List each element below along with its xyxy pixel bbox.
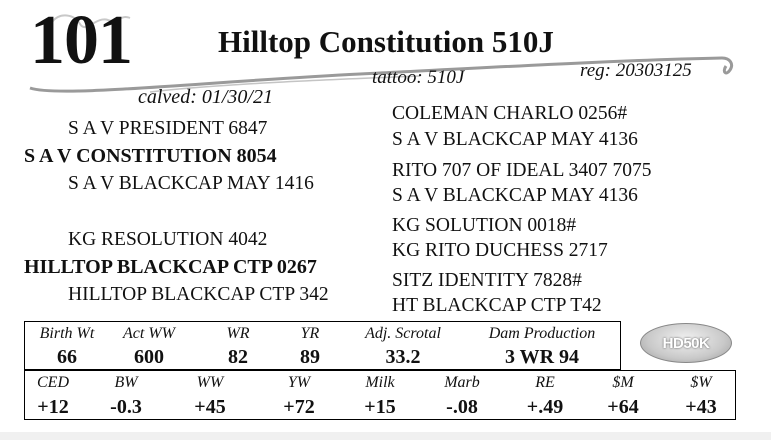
pedigree-right-item: COLEMAN CHARLO 0256# [392, 103, 628, 124]
performance-value: 3 WR 94 [504, 346, 580, 368]
performance-value: 600 [134, 346, 164, 368]
performance-header: Adj. Scrotal [365, 325, 441, 342]
pedigree-right-item: S A V BLACKCAP MAY 4136 [392, 185, 638, 206]
epd-value: +.49 [526, 396, 564, 418]
epd-value: +45 [194, 396, 226, 418]
epd-header: Marb [444, 374, 480, 391]
epd-value: -.08 [446, 396, 478, 418]
calved-date: calved: 01/30/21 [138, 86, 273, 108]
pedigree-right-item: KG RITO DUCHESS 2717 [392, 240, 608, 261]
performance-header: Act WW [123, 325, 175, 342]
epd-header: Milk [365, 374, 395, 391]
performance-header: WR [226, 325, 250, 342]
performance-header: YR [300, 325, 320, 342]
epd-header: RE [535, 374, 555, 391]
performance-value: 66 [57, 346, 77, 368]
performance-header: Birth Wt [39, 325, 95, 342]
registration-number: reg: 20303125 [580, 60, 692, 81]
epd-value: +64 [607, 396, 639, 418]
epd-table [24, 370, 736, 420]
performance-header: Dam Production [488, 325, 596, 342]
performance-value: 33.2 [385, 346, 421, 368]
pedigree-right-item: SITZ IDENTITY 7828# [392, 270, 582, 291]
dam-dam: HILLTOP BLACKCAP CTP 342 [68, 284, 329, 305]
performance-table [24, 321, 621, 370]
sire-dam: S A V BLACKCAP MAY 1416 [68, 173, 314, 194]
epd-header: $M [612, 374, 634, 391]
epd-header: CED [37, 374, 69, 391]
bottom-strip [0, 432, 771, 440]
sire-sire: S A V PRESIDENT 6847 [68, 118, 268, 139]
epd-value: -0.3 [110, 396, 142, 418]
epd-value: +15 [364, 396, 396, 418]
pedigree-right-item: HT BLACKCAP CTP T42 [392, 295, 602, 316]
epd-header: YW [287, 374, 311, 391]
epd-header: WW [196, 374, 224, 391]
epd-value: +43 [685, 396, 717, 418]
pedigree-right-item: KG SOLUTION 0018# [392, 215, 577, 236]
epd-value: +72 [283, 396, 315, 418]
pedigree-right-item: S A V BLACKCAP MAY 4136 [392, 129, 638, 150]
dam: HILLTOP BLACKCAP CTP 0267 [24, 256, 317, 278]
hd50k-logo-text: HD50K [662, 335, 710, 352]
tattoo: tattoo: 510J [372, 67, 465, 88]
performance-value: 89 [300, 346, 320, 368]
sire: S A V CONSTITUTION 8054 [24, 145, 277, 167]
hd50k-logo [640, 323, 732, 363]
lot-number: 101 [30, 2, 132, 79]
animal-name: Hilltop Constitution 510J [218, 24, 554, 59]
epd-header: $W [690, 374, 712, 391]
dam-sire: KG RESOLUTION 4042 [68, 229, 268, 250]
performance-value: 82 [228, 346, 248, 368]
pedigree-right-item: RITO 707 OF IDEAL 3407 7075 [392, 160, 652, 181]
epd-value: +12 [37, 396, 69, 418]
epd-header: BW [114, 374, 138, 391]
